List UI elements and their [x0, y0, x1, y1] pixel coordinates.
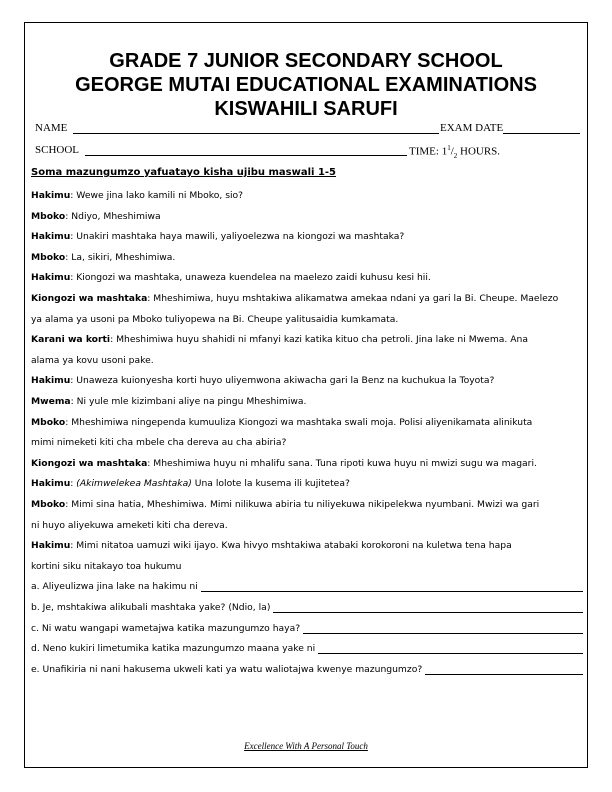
- question-text: d. Neno kukiri limetumika katika mazungumzo maana yake ni: [31, 643, 316, 655]
- speaker-name: Hakimu: [31, 375, 71, 387]
- answer-line[interactable]: [201, 582, 583, 592]
- speaker-name: Hakimu: [31, 190, 71, 201]
- dialogue-line: [31, 540, 583, 551]
- question-item: [31, 664, 583, 675]
- dialogue-text: : Mheshimiwa ningependa kumuuliza Kiongozi wa mashtaka swali moja. Polisi aliyenikamata alinikuta: [65, 416, 533, 428]
- dialogue-text: : Ndiyo, Mheshimiwa: [65, 210, 161, 222]
- time-sub: 2: [453, 151, 458, 160]
- dialogue-line: [31, 437, 583, 448]
- dialogue-text: : Ni yule mle kizimbani aliye na pingu Mheshimiwa.: [70, 396, 307, 407]
- title-grade: GRADE 7 JUNIOR SECONDARY SCHOOL: [109, 50, 503, 72]
- dialogue-text: : Wewe jina lako kamili ni Mboko, sio?: [70, 190, 244, 201]
- school-line[interactable]: [85, 155, 407, 156]
- question-item: [31, 623, 583, 634]
- dialogue-line: [31, 314, 583, 325]
- dialogue-text: : Mheshimiwa huyu shahidi ni mfanyi kazi katika kituo cha petroli. Jina lake ni Mwema. Ana: [110, 334, 528, 346]
- dialogue-text: :: [70, 478, 77, 490]
- dialogue-text: alama ya kovu usoni pake.: [31, 354, 154, 366]
- dialogue-line: [31, 272, 583, 283]
- question-item: [31, 602, 583, 613]
- speaker-name: Kiongozi wa mashtaka: [31, 457, 148, 469]
- dialogue-text: : Unaweza kuionyesha korti huyo uliyemwona akiwacha gari la Benz na kuchukua la Toyota?: [70, 375, 495, 387]
- speaker-name: Hakimu: [31, 478, 71, 490]
- footer-motto: Excellence With A Personal Touch: [244, 741, 368, 751]
- dialogue-line: [31, 252, 583, 263]
- time-label: [409, 144, 500, 160]
- time-unit: HOURS.: [457, 145, 501, 158]
- dialogue-line: [31, 375, 583, 386]
- speaker-name: Hakimu: [31, 231, 71, 243]
- dialogue-text: ya alama ya usoni pa Mboko tuliyopewa na Bi. Cheupe yalitusaidia kumkamata.: [31, 313, 399, 325]
- answer-line[interactable]: [273, 603, 583, 613]
- exam-date-line[interactable]: [503, 133, 580, 134]
- speaker-name: Hakimu: [31, 272, 71, 284]
- dialogue-text: ni huyo aliyekuwa ameketi kiti cha dereva.: [31, 519, 228, 531]
- time-text: TIME: 1: [409, 145, 448, 158]
- name-label: NAME: [35, 122, 68, 134]
- dialogue-line: [31, 417, 583, 428]
- dialogue-line: [31, 478, 583, 489]
- dialogue-line: [31, 499, 583, 510]
- question-text: e. Unafikiria ni nani hakusema ukweli kati ya watu waliotajwa kwenye mazungumzo?: [31, 663, 423, 675]
- dialogue-text: : Mheshimiwa, huyu mshtakiwa alikamatwa amekaa ndani ya gari la Bi. Cheupe. Maelezo: [147, 293, 559, 304]
- dialogue-text: : Kiongozi wa mashtaka, unaweza kuendelea na maelezo zaidi kuhusu kesi hii.: [70, 272, 431, 284]
- speaker-name: Mboko: [31, 499, 66, 510]
- dialogue-line: [31, 231, 583, 242]
- question-item: [31, 643, 583, 654]
- answer-line[interactable]: [425, 665, 583, 675]
- dialogue-line: [31, 396, 583, 407]
- speaker-name: Mwema: [31, 396, 71, 407]
- exam-date-label: EXAM DATE: [440, 122, 504, 134]
- speaker-name: Mboko: [31, 210, 66, 222]
- time-sup: 1: [447, 144, 451, 152]
- title-subject: KISWAHILI SARUFI: [214, 98, 398, 120]
- dialogue-line: [31, 355, 583, 366]
- answer-line[interactable]: [303, 624, 583, 634]
- speaker-name: Mboko: [31, 416, 66, 428]
- dialogue-text: : Unakiri mashtaka haya mawili, yaliyoelezwa na kiongozi wa mashtaka?: [70, 231, 405, 243]
- name-line[interactable]: [73, 133, 439, 134]
- dialogue-line: [31, 458, 583, 469]
- title-examiner: GEORGE MUTAI EDUCATIONAL EXAMINATIONS: [75, 74, 537, 96]
- instruction: Soma mazungumzo yafuatayo kisha ujibu maswali 1-5: [31, 167, 337, 178]
- dialogue-text: kortini siku nitakayo toa hukumu: [31, 560, 182, 572]
- dialogue-text: : La, sikiri, Mheshimiwa.: [65, 251, 176, 263]
- dialogue-line: [31, 211, 583, 222]
- dialogue-text: mimi nimeketi kiti cha mbele cha dereva au cha abiria?: [31, 437, 287, 449]
- dialogue-text: : Mimi nitatoa uamuzi wiki ijayo. Kwa hivyo mshtakiwa atabaki korokoroni na kuletwa tena hapa: [70, 540, 512, 552]
- question-item: [31, 581, 583, 592]
- speaker-name: Mboko: [31, 251, 66, 263]
- dialogue-line: [31, 561, 583, 572]
- dialogue-line: [31, 293, 583, 304]
- answer-line[interactable]: [318, 644, 583, 654]
- dialogue-text: : Mimi sina hatia, Mheshimiwa. Mimi nilikuwa abiria tu niliyekuwa nikipelekwa nyumbani. Mwizi wa gari: [65, 499, 540, 510]
- question-text: a. Aliyeulizwa jina lake na hakimu ni: [31, 581, 198, 593]
- stage-direction: (Akimwelekea Mashtaka): [76, 478, 192, 490]
- question-text: c. Ni watu wangapi wametajwa katika mazungumzo haya?: [31, 622, 301, 634]
- dialogue-line: [31, 334, 583, 345]
- question-text: b. Je, mshtakiwa alikubali mashtaka yake? (Ndio, la): [31, 602, 271, 613]
- speaker-name: Kiongozi wa mashtaka: [31, 293, 148, 304]
- dialogue-line: [31, 190, 583, 201]
- dialogue-line: [31, 520, 583, 531]
- dialogue-text: : Mheshimiwa huyu ni mhalifu sana. Tuna ripoti kuwa huyu ni mwizi sugu wa magari.: [147, 457, 537, 469]
- dialogue-text-after: Una lolote la kusema ili kujitetea?: [191, 478, 350, 490]
- time-slash: /: [450, 145, 454, 158]
- speaker-name: Hakimu: [31, 540, 71, 552]
- school-label: SCHOOL: [35, 144, 80, 156]
- exam-page: [24, 22, 588, 768]
- speaker-name: Karani wa korti: [31, 334, 111, 346]
